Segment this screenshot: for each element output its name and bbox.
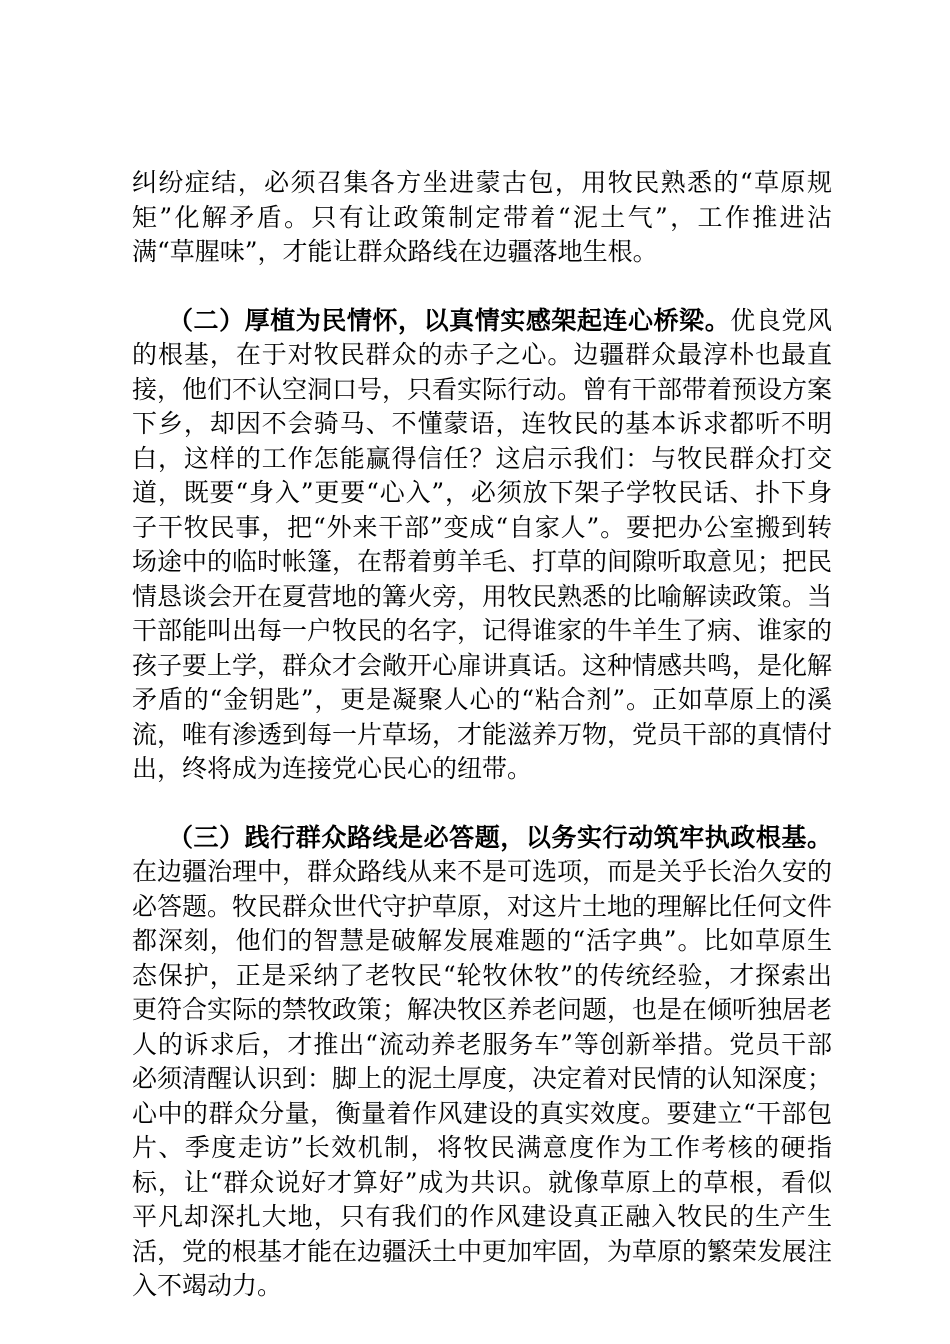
section-heading: （三）践行群众路线是必答题，以务实行动筑牢执政根基。 <box>168 822 832 852</box>
document-page <box>132 166 832 1304</box>
paragraph-body: 优良党风的根基，在于对牧民群众的赤子之心。边疆群众最淳朴也最直接，他们不认空洞口号，只看实际行动。曾有干部带着预设方案下乡，却因不会骑马、不懂蒙语，连牧民的基本诉求都听不明白，这样的工作怎能赢得信任？这启示我们：与牧民群众打交道，既要“身入”更要“心入”，必须放下架子学牧民话、扑下身子干牧民事，把“外来干部”变成“自家人”。要把办公室搬到转场途中的临时帐篷，在帮着剪羊毛、打草的间隙听取意见；把民情恳谈会开在夏营地的篝火旁，用牧民熟悉的比喻解读政策。当干部能叫出每一户牧民的名字，记得谁家的牛羊生了病、谁家的孩子要上学，群众才会敞开心扉讲真话。这种情感共鸣，是化解矛盾的“金钥匙”，更是凝聚人心的“粘合剂”。正如草原上的溪流，唯有渗透到每一片草场，才能滋养万物，党员干部的真情付出，终将成为连接党心民心的纽带。 <box>132 305 833 783</box>
paragraph-body: 纠纷症结，必须召集各方坐进蒙古包，用牧民熟悉的“草原规矩”化解矛盾。只有让政策制定带着“泥土气”，工作推进沾满“草腥味”，才能让群众路线在边疆落地生根。 <box>132 168 832 266</box>
paragraph-section-2 <box>132 304 832 787</box>
paragraph-section-3 <box>132 821 832 1304</box>
section-heading: （二）厚植为民情怀，以真情实感架起连心桥梁。 <box>168 305 731 335</box>
paragraph-body: 在边疆治理中，群众路线从来不是可选项，而是关乎长治久安的必答题。牧民群众世代守护草原，对这片土地的理解比任何文件都深刻，他们的智慧是破解发展难题的“活字典”。比如草原生态保护，正是采纳了老牧民“轮牧休牧”的传统经验，才探索出更符合实际的禁牧政策；解决牧区养老问题，也是在倾听独居老人的诉求后，才推出“流动养老服务车”等创新举措。党员干部必须清醒认识到：脚上的泥土厚度，决定着对民情的认知深度；心中的群众分量，衡量着作风建设的真实效度。要建立“干部包片、季度走访”长效机制，将牧民满意度作为工作考核的硬指标，让“群众说好才算好”成为共识。就像草原上的草根，看似平凡却深扎大地，只有我们的作风建设真正融入牧民的生产生活，党的根基才能在边疆沃土中更加牢固，为草原的繁荣发展注入不竭动力。 <box>132 857 833 1300</box>
paragraph-continuation <box>132 166 832 270</box>
